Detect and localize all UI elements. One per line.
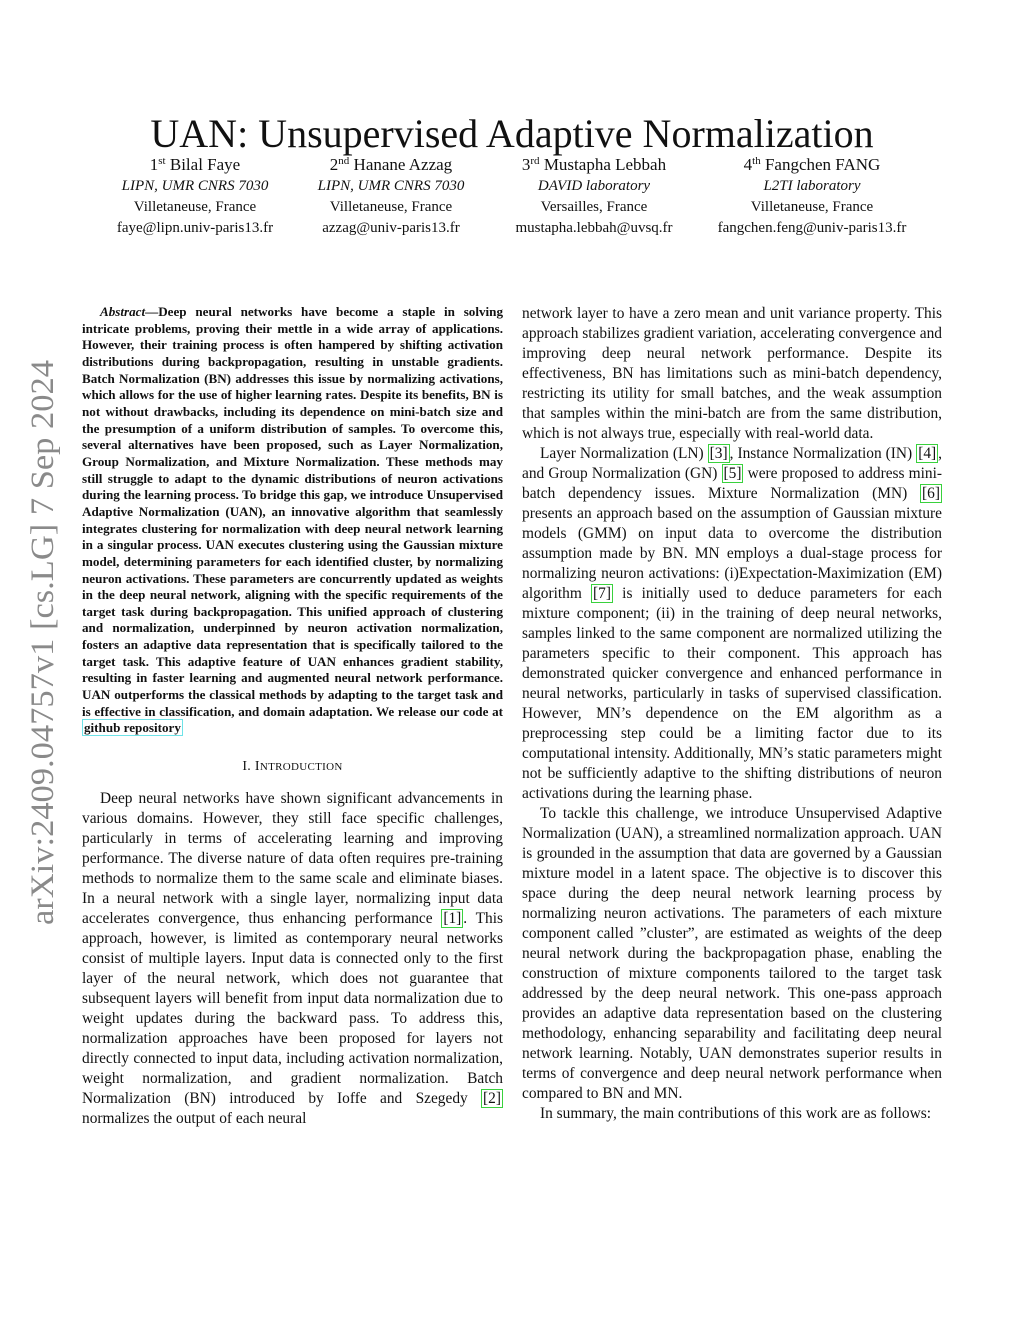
paragraph-text: Deep neural networks have shown significant advancements in various domains. However, they still face specific challenges, particularly in terms of accelerating learning and improving performance. The diverse nature of data often requires pre-training methods to normalize them to the same scale and eliminate biases. In a neural network with a single layer, normalizing input data accelerates convergence, thus enhancing performance: [82, 790, 503, 928]
paragraph-text: normalizes the output of each neural: [82, 1110, 307, 1128]
author-name: Mustapha Lebbah: [543, 155, 667, 174]
abstract-dash: —: [145, 304, 159, 319]
author-name: Fangchen FANG: [764, 155, 881, 174]
intro-paragraph-4: In summary, the main contributions of this work are as follows:: [540, 1105, 931, 1122]
author-ordinal: 2: [329, 155, 339, 174]
paragraph-text: were proposed to address mini-batch dependency issues. Mixture Normalization (MN): [522, 465, 942, 502]
author-affiliation: LIPN, UMR CNRS 7030: [317, 178, 465, 194]
citation-link[interactable]: [5]: [723, 465, 742, 482]
author-ordinal-suffix: rd: [530, 155, 540, 167]
abstract-label: Abstract: [100, 304, 146, 319]
author-ordinal: 1: [149, 155, 159, 174]
intro-paragraph-continued: network layer to have a zero mean and unit variance property. This approach stabilizes gradient variation, accelerating convergence and improving deep neural network performance. Despite its effectiveness, BN has limitations such as mini-batch dependency, restricting its utility for small batches, and the weak assumption that samples within the mini-batch are from the same distribution, which is not always true, especially with real-world data.: [522, 305, 942, 442]
author-ordinal: 4: [743, 155, 753, 174]
paragraph-text: presents an approach based on the assumption of Gaussian mixture models (GMM) on input data to overcome the distribution assumption made by BN. MN employs a dual-stage process for normalizing neuron activations: (i)Expectation-Maximization (EM) algorithm: [522, 505, 942, 602]
github-repository-link[interactable]: github repository: [84, 720, 181, 736]
author-location: Villetaneuse, France: [329, 199, 453, 215]
author-ordinal: 3: [521, 155, 531, 174]
citation-link[interactable]: [1]: [443, 910, 462, 928]
section-title-initial: I: [254, 759, 260, 775]
author-name: Bilal Faye: [169, 155, 241, 174]
author-affiliation: DAVID laboratory: [537, 178, 651, 194]
left-column: [82, 304, 503, 1129]
citation-link[interactable]: [4]: [918, 445, 937, 462]
paragraph-text: is initially used to deduce parameters for each mixture component; (ii) in the training of deep neural networks, samples linked to the same component are normalized utilizing the parameters specific to their component. This approach has demonstrated quicker convergence and enhanced performance in neural networks, particularly in tasks of supervised classification. However, MN’s dependence on the EM algorithm as a preprocessing step could be a limiting factor due to its computational intensity. Additionally, MN’s static parameters might not be sufficiently adaptive to the shifting distributions of neuron activations during the learning phase.: [522, 585, 942, 802]
author-email: mustapha.lebbah@uvsq.fr: [515, 220, 673, 236]
author-block: [0, 154, 1024, 244]
author-location: Villetaneuse, France: [750, 199, 874, 215]
arxiv-identifier-text: arXiv:2409.04757v1 [cs.LG] 7 Sep 2024: [25, 384, 61, 925]
intro-paragraph-2: [522, 444, 942, 804]
intro-paragraph-3: To tackle this challenge, we introduce Unsupervised Adaptive Normalization (UAN), a streamlined normalization approach. UAN is grounded in the assumption that data are governed by a Gaussian mixture model in a latent space. The objective is to discover this space during the deep neural network learning process by normalizing neuron activations. The parameters of each mixture component called ”cluster”, are estimated as weights of the deep neural network during the backpropagation phase, enabling the construction of mixture components tailored to the target task addressed by the deep neural network. This one-pass approach provides an adaptive data representation based on the clustering methodology, enhancing separability and facilitating deep neural network learning. Notably, UAN demonstrates superior results in terms of convergence and deep neural network performance when compared to BN and MN.: [522, 805, 942, 1102]
author-email: faye@lipn.univ-paris13.fr: [116, 220, 274, 236]
author-name: Hanane Azzag: [353, 155, 453, 174]
abstract: [82, 304, 503, 737]
author-email: azzag@univ-paris13.fr: [322, 220, 460, 236]
author-location: Versailles, France: [540, 199, 648, 215]
paragraph-text: Layer Normalization (LN): [540, 445, 708, 462]
author-location: Villetaneuse, France: [133, 199, 257, 215]
citation-link[interactable]: [2]: [483, 1090, 501, 1108]
author-3: [474, 154, 714, 239]
citation-link[interactable]: [3]: [709, 445, 728, 462]
author-ordinal-suffix: th: [752, 155, 761, 167]
paragraph-text: . This approach, however, is limited as contemporary neural networks consist of multiple layers. Input data is connected only to the first layer of the neural network, which does not guarantee that subsequent layers will benefit from input data normalization due to weight updates during the backward pass. To address this, normalization approaches have been proposed for layers not directly connected to input data, including activation normalization, weight normalization, and gradient normalization. Batch Normalization (BN) introduced by Ioffe and Szegedy: [82, 910, 504, 1108]
paper-title: UAN: Unsupervised Adaptive Normalization: [150, 110, 874, 156]
author-affiliation: L2TI laboratory: [763, 178, 861, 194]
author-ordinal-suffix: st: [158, 155, 166, 167]
section-heading-introduction: [82, 759, 503, 775]
abstract-text: Deep neural networks have become a staple in solving intricate problems, proving their mettle in a wide array of applications. However, their training process is often hampered by shifting activation distributions during backpropagation, resulting in unstable gradients. Batch Normalization (BN) addresses this issue by normalizing activations, which allows for the use of higher learning rates. Despite its benefits, BN is not without drawbacks, including its dependence on mini-batch size and the presumption of a uniform distribution of samples. To overcome this, several alternatives have been proposed, such as Layer Normalization, Group Normalization, and Mixture Normalization. These methods may still struggle to adapt to the dynamic distributions of neuron activations during the learning process. To bridge this gap, we introduce Unsupervised Adaptive Normalization (UAN), an innovative algorithm that seamlessly integrates clustering for normalization with deep neural network learning in a singular process. UAN executes clustering using the Gaussian mixture model, determining parameters for each identified cluster, by normalizing neuron activations. These parameters are concurrently updated as weights in the deep neural network, aligning with the specific requirements of the target task during backpropagation. This unified approach of clustering and normalization, underpinned by neuron activation normalization, fosters an adaptive data representation that is specifically tailored to the target task. This adaptive feature of UAN enhances gradient stability, resulting in faster learning and augmented neural network performance. UAN outperforms the classical methods by adapting to the target task and is effective in classification, and domain adaptation. We release our code at: [82, 304, 503, 719]
paragraph-text: , Instance Normalization (IN): [729, 445, 917, 462]
citation-link[interactable]: [6]: [922, 485, 940, 502]
author-ordinal-suffix: nd: [338, 155, 350, 167]
intro-paragraph-1: [82, 789, 503, 1129]
author-affiliation: LIPN, UMR CNRS 7030: [121, 178, 269, 194]
author-email: fangchen.feng@univ-paris13.fr: [717, 220, 907, 236]
author-4: [692, 154, 932, 239]
right-column: [522, 304, 942, 1124]
section-numeral: I.: [242, 759, 252, 775]
citation-link[interactable]: [7]: [593, 585, 611, 602]
section-title-rest: NTRODUCTION: [259, 761, 343, 774]
paragraph-text: , and Group Normalization (GN): [522, 445, 942, 482]
arxiv-stamp: [2, 360, 62, 930]
